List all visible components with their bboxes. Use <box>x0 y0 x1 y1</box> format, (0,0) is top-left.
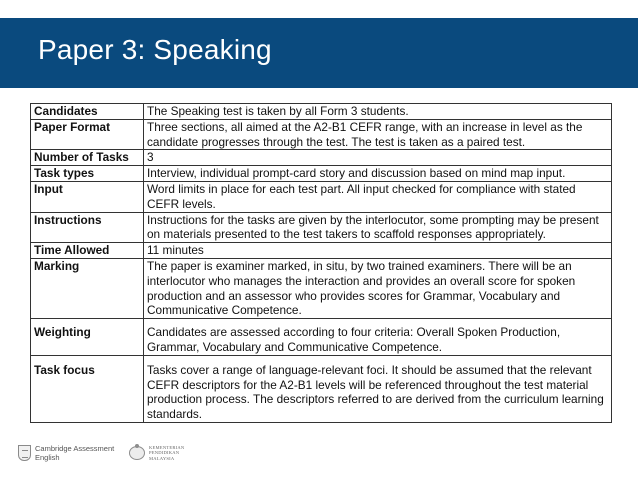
kementerian-pendidikan-logo <box>129 444 199 466</box>
row-label: Weighting <box>31 319 144 356</box>
row-value: Word limits in place for each test part. All input checked for compliance with stated CEFR levels. <box>144 181 612 212</box>
table-row <box>31 258 612 318</box>
row-label: Task focus <box>31 355 144 422</box>
malaysia-crest-icon <box>129 446 145 460</box>
row-value: The Speaking test is taken by all Form 3 students. <box>144 104 612 120</box>
row-label: Instructions <box>31 212 144 243</box>
row-label: Number of Tasks <box>31 150 144 166</box>
table-row <box>31 104 612 120</box>
speaking-spec-table <box>30 103 612 423</box>
cambridge-logo-text <box>35 444 125 462</box>
row-label: Input <box>31 181 144 212</box>
row-label: Time Allowed <box>31 243 144 259</box>
row-value: Instructions for the tasks are given by the interlocutor, some prompting may be present on materials presented to the test takers to scaffold responses appropriately. <box>144 212 612 243</box>
cambridge-shield-icon <box>18 445 31 461</box>
kpm-logo-line2: PENDIDIKAN <box>149 450 180 456</box>
table-row <box>31 166 612 182</box>
cambridge-logo-line1: Cambridge Assessment <box>35 444 115 453</box>
row-label: Marking <box>31 258 144 318</box>
cambridge-assessment-logo <box>18 444 118 466</box>
table-row <box>31 119 612 150</box>
table-row <box>31 181 612 212</box>
row-label: Task types <box>31 166 144 182</box>
row-value: The paper is examiner marked, in situ, by two trained examiners. There will be an interlocutor who manages the interaction and provides an overall score for spoken production and an assessor who provides scores for Grammar, Vocabulary and Communicative Competence. <box>144 258 612 318</box>
table-row <box>31 319 612 356</box>
title-bar <box>0 18 638 88</box>
row-value: 11 minutes <box>144 243 612 259</box>
table-row <box>31 243 612 259</box>
kpm-logo-line3: MALAYSIA <box>149 455 175 461</box>
row-value: 3 <box>144 150 612 166</box>
slide-title: Paper 3: Speaking <box>38 34 272 65</box>
kpm-logo-text <box>149 445 209 461</box>
row-value: Candidates are assessed according to four criteria: Overall Spoken Production, Grammar, Vocabulary and Communicative Competence. <box>144 319 612 356</box>
table-row <box>31 212 612 243</box>
row-label: Paper Format <box>31 119 144 150</box>
row-value: Tasks cover a range of language-relevant foci. It should be assumed that the relevant CEFR descriptors for the A2-B1 levels will be referenced throughout the test material production process. The descriptors referred to are derived from the curriculum learning standards. <box>144 355 612 422</box>
kpm-logo-line1: KEMENTERIAN <box>149 445 185 450</box>
row-value: Three sections, all aimed at the A2-B1 CEFR range, with an increase in level as the candidate progresses through the test. The test is taken as a paired test. <box>144 119 612 150</box>
table-row <box>31 355 612 422</box>
row-value: Interview, individual prompt-card story and discussion based on mind map input. <box>144 166 612 182</box>
cambridge-logo-line2: English <box>35 453 60 462</box>
row-label: Candidates <box>31 104 144 120</box>
table-row <box>31 150 612 166</box>
